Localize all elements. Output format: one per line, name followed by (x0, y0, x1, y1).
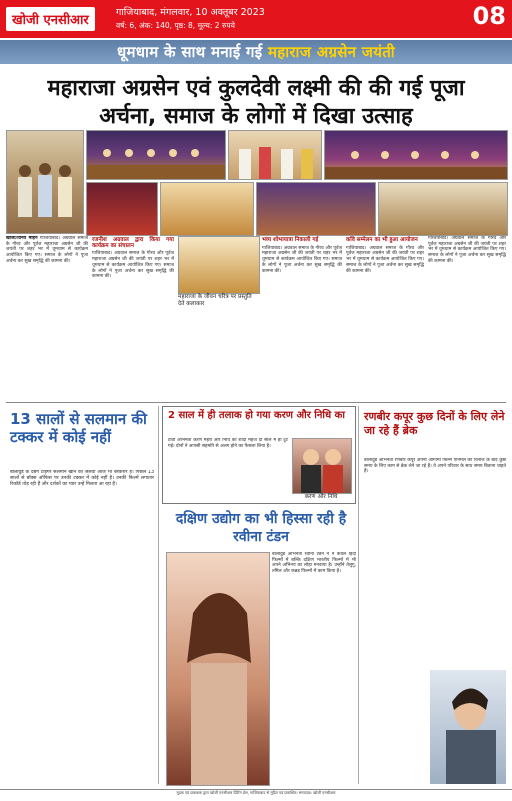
column-rule-left (158, 406, 159, 784)
stage-figures (87, 131, 225, 179)
article-subhead-2: भव्य शोभायात्रा निकाली गई (262, 237, 319, 243)
article-body-3: गाजियाबाद। अग्रवाल समाज के गौरव और पूर्वज महाराजा अग्रसेन जी की जयंती पर शहर भर में धूमधाम से कार्यक्रम आयोजित किए गए। समाज के लोगों ने पूजा अर्चना कर सुख समृद्धि की कामना की। (262, 245, 342, 274)
ranbir-headline: रणबीर कपूर कुछ दिनों के लिए लेने जा रहे हैं ब्रेक (364, 410, 505, 437)
article-body-5: गाजियाबाद। अग्रवाल समाज के गौरव और पूर्वज महाराजा अग्रसेन जी की जयंती पर शहर भर में धूमधाम से कार्यक्रम आयोजित किए गए। समाज के लोगों ने पूजा अर्चना कर सुख समृद्धि की कामना की। (428, 236, 506, 264)
group-portrait-figures (7, 131, 83, 233)
photo-performance (86, 182, 158, 236)
salman-headline: 13 सालों से सलमान की टक्कर में कोई नहीं (10, 410, 147, 446)
article-column-1 (6, 236, 88, 398)
photo-ceremony (228, 130, 322, 180)
band-title (0, 42, 512, 62)
photo-caption: महाराजा के जीवन चरित्र पर प्रस्तुति देते कलाकार (178, 294, 252, 307)
article-byline: खोजी/विनय मोहन (6, 236, 38, 241)
photo-raveena-tandon (166, 552, 270, 786)
ceremony-figures (229, 131, 321, 179)
couple-figures (293, 439, 351, 493)
article-lead: गाजियाबाद। अग्रवाल समाज के गौरव और पूर्वज महाराजा अग्रसेन जी की जयंती पर शहर भर में धूमधाम से कार्यक्रम आयोजित किए गए। समाज के लोगों ने पूजा अर्चना कर सुख समृद्धि की कामना की। (6, 236, 88, 264)
article-body-4: गाजियाबाद। अग्रवाल समाज के गौरव और पूर्वज महाराजा अग्रसेन जी की जयंती पर शहर भर में धूमधाम से कार्यक्रम आयोजित किए गए। समाज के लोगों ने पूजा अर्चना कर सुख समृद्धि की कामना की। (346, 245, 424, 274)
photo-stage-event (86, 130, 226, 180)
section-divider (6, 402, 506, 403)
page-number: 08 (472, 2, 506, 30)
article-column-5 (428, 236, 506, 398)
main-headline-line1: महाराजा अग्रसेन एवं कुलदेवी लक्ष्मी की की गई पूजा (47, 76, 465, 101)
divorce-headline: 2 साल में ही तलाक हो गया करण और निधि का (168, 410, 345, 421)
imprint-line: मुद्रक एवं प्रकाशक द्वारा खोजी एनसीआर प्रिंटिंग प्रेस, गाजियाबाद से मुद्रित एवं प्रकाशित। सम्पादक: खोजी एनसीआर (0, 789, 512, 801)
photo-group-portrait (6, 130, 84, 234)
article-column-2 (92, 236, 174, 398)
edition-info: वर्ष: 6, अंक: 140, पृष्ठ: 8, मूल्य: 2 रुपये (116, 21, 235, 30)
salman-story-body: बॉलीवुड के दबंग टाइगर सलमान खान का जलवा आज भी बरकरार है। पिछले 13 सालों से बॉक्स ऑफिस पर उनकी टक्कर में कोई नहीं है। उनकी फिल्में लगातार रिकॉर्ड तोड़ रही हैं और दर्शकों का प्यार उन्हें मिलता आ रहा है। (10, 470, 154, 487)
photo-dance-performance (178, 236, 260, 294)
couple-caption: करण और निधि (304, 494, 338, 500)
raveena-headline: दक्षिण उद्योग का भी हिस्सा रही है रवीना टंडन (175, 511, 347, 545)
divorce-story-body: टीवी अभिनेता करण मेहरा और निधि की शादी महज दो साल में ही टूट गई। दोनों ने आपसी सहमति से अलग होने का फैसला लिया है। (168, 438, 288, 449)
wide-stage-figures (325, 131, 507, 179)
divorce-story-text (168, 438, 288, 498)
newspaper-logo: खोजी एनसीआर (6, 7, 95, 31)
column-rule-right (358, 406, 359, 784)
photo-felicitation (256, 182, 376, 236)
photo-ranbir-kapoor (430, 670, 506, 784)
salman-story-text (10, 470, 154, 782)
ranbir-story-body: बॉलीवुड अभिनेता रणबीर कपूर अपनी आगामी फिल्म एनिमल की रिलीज के बाद कुछ समय के लिए काम से ब्रेक लेने जा रहे हैं। वे अपने परिवार के साथ समय बिताना चाहते हैं। (364, 458, 506, 475)
dateline-text: गाजियाबाद, मंगलवार, 10 अक्तूबर 2023 (116, 7, 265, 18)
photo-guests (378, 182, 508, 236)
ranbir-figure (430, 670, 506, 784)
photo-dancers (160, 182, 254, 236)
ranbir-story-text (364, 458, 506, 668)
article-column-4 (346, 236, 424, 398)
main-headline-line2: अर्चना, समाज के लोगों में दिखा उत्साह (99, 104, 413, 129)
band-title-accent: महाराज अग्रसेन जयंती (268, 43, 395, 61)
photo-couple (292, 438, 352, 494)
dateline (116, 6, 265, 32)
raveena-story-text (272, 552, 356, 784)
portrait-figure (167, 553, 269, 785)
article-body-2: गाजियाबाद। अग्रवाल समाज के गौरव और पूर्वज महाराजा अग्रसेन जी की जयंती पर शहर भर में धूमधाम से कार्यक्रम आयोजित किए गए। समाज के लोगों ने पूजा अर्चना कर सुख समृद्धि की कामना की। (92, 251, 174, 280)
photo-stage-wide (324, 130, 508, 180)
article-column-3 (262, 236, 342, 398)
article-subhead-1: रजनीश अग्रवाल द्वारा किया गया कार्यक्रम का संचालन (92, 237, 174, 249)
band-title-text: धूमधाम के साथ मनाई गई (117, 43, 268, 61)
article-subhead-3: कवि सम्मेलन का भी हुआ आयोजन (346, 237, 418, 243)
raveena-story-body: बॉलीवुड अभिनेत्री रवीना टंडन ने न केवल हिंदी फिल्मों में बल्कि दक्षिण भारतीय फिल्मों में भी अपने अभिनय का लोहा मनवाया है। उन्होंने तेलुगु, तमिल और कन्नड़ फिल्मों में काम किया है। (272, 552, 356, 575)
